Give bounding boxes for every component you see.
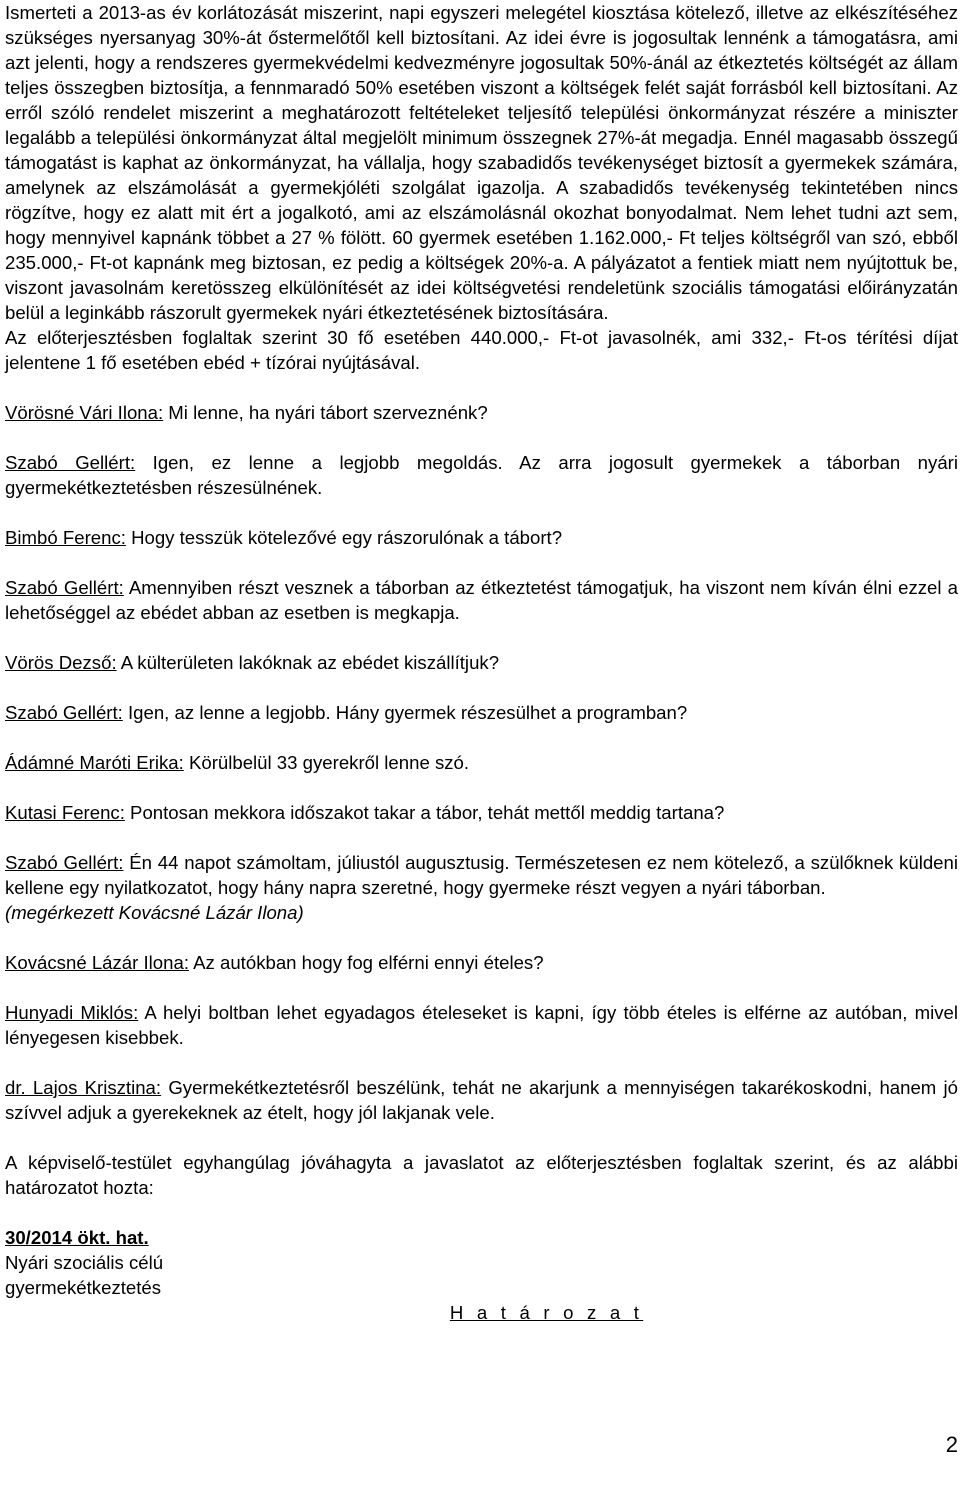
dialogue-entry [5,800,958,825]
speaker-name: Szabó Gellért: [5,852,124,873]
speaker-text: Én 44 napot számoltam, júliustól augusztusig. Természetesen ez nem kötelező, a szülőknek küldeni kellene egy nyilatkozatot, hogy hány napra szeretné, hogy gyermeke részt vegyen a nyári táborban. [5,852,958,898]
resolution-number [5,1225,958,1250]
page-number: 2 [945,1432,958,1457]
speaker-name: Ádámné Maróti Erika: [5,752,184,773]
dialogue-entry [5,700,958,725]
dialogue-entry [5,450,958,500]
intro-paragraph: Ismerteti a 2013-as év korlátozását miszerint, napi egyszeri melegétel kiosztása kötelező, illetve az elkészítéséhez szükséges nyersanyag 30%-át őstermelőtől kell biztosítani. Az idei évre is jogosultak lennénk a támogatásra, ami azt jelenti, hogy a rendszeres gyermekvédelmi kedvezményre jogosultak 50%-ánál az étkeztetés költségét az állam teljes összegben biztosítja, a fennmaradó 50% esetében viszont a költségek felét saját forrásból kell biztosítani. Az erről szóló rendelet miszerint a meghatározott feltételeket teljesítő települési önkormányzat részére a miniszter legalább a települési önkormányzat által megjelölt minimum összegnek 27%-át megadja. Ennél magasabb összegű támogatást is kaphat az önkormányzat, ha vállalja, hogy szabadidős tevékenységet biztosít a gyermekek számára, amelynek az elszámolását a gyermekjóléti szolgálat igazolja. A szabadidős tevékenység tekintetében nincs rögzítve, hogy ez alatt mit ért a jogalkotó, ami az elszámolásnál okozhat bonyodalmat. Nem lehet tudni azt sem, hogy mennyivel kapnánk többet a 27 % fölött. 60 gyermek esetében 1.162.000,- Ft teljes költségről van szó, ebből 235.000,- Ft-ot kapnánk meg biztosan, ez pedig a költségek 20%-a. A pályázatot a fentiek miatt nem nyújtottuk be, viszont javasolnám keretösszeg elkülönítését az idei költségvetési rendeletünk szociális támogatási előirányzatán belül a leginkább rászorult gyermekek nyári étkeztetésének biztosítására. [5,2,958,323]
speaker-name: Kovácsné Lázár Ilona: [5,952,189,973]
speaker-text: Igen, ez lenne a legjobb megoldás. Az arra jogosult gyermekek a táborban nyári gyermekétkeztetésben részesülnének. [5,452,958,498]
speaker-name: Kutasi Ferenc: [5,802,125,823]
speaker-name: Szabó Gellért: [5,702,123,723]
speaker-text: Körülbelül 33 gyerekről lenne szó. [183,752,470,773]
document-page [5,0,958,1325]
dialogue-entry [5,525,958,550]
dialogue-entry [5,950,958,975]
dialogue-entry [5,400,958,425]
speaker-text: A helyi boltban lehet egyadagos ételeseket is kapni, így több ételes is elférne az autóban, mivel lényegesen kisebbek. [5,1002,958,1048]
speaker-text: Gyermekétkeztetésről beszélünk, tehát ne akarjunk a mennyiségen takarékoskodni, hanem jó szívvel adjuk a gyerekeknek az ételt, hogy jól lakjanak vele. [5,1077,959,1123]
dialogue-entry [5,575,958,625]
resolution-subject-line: Nyári szociális célú [5,1252,164,1273]
proposal-paragraph: Az előterjesztésben foglaltak szerint 30 fő esetében 440.000,- Ft-ot javasolnék, ami 332,- Ft-os térítési díjat jelentene 1 fő esetében ebéd + tízórai nyújtásával. [5,327,958,373]
speaker-name: Hunyadi Miklós: [5,1002,139,1023]
dialogue-entry [5,750,958,775]
resolution-title: H a t á r o z a t [449,1302,644,1323]
speaker-text: A külterületen lakóknak az ebédet kiszállítjuk? [116,652,500,673]
speaker-text: Az autókban hogy fog elférni ennyi ételes? [189,952,544,973]
speaker-text: Mi lenne, ha nyári tábort szerveznénk? [163,402,488,423]
resolution-number-text: 30/2014 ökt. hat. [5,1227,149,1248]
speaker-text: Hogy tesszük kötelezővé egy rászorulónak a tábort? [125,527,563,548]
speaker-name: dr. Lajos Krisztina: [5,1077,162,1098]
speaker-name: Vörösné Vári Ilona: [5,402,164,423]
speaker-name: Bimbó Ferenc: [5,527,126,548]
speaker-text: Igen, az lenne a legjobb. Hány gyermek részesülhet a programban? [122,702,688,723]
speaker-name: Szabó Gellért: [5,577,124,598]
dialogue-entry [5,1000,958,1050]
dialogue-entry [5,1075,958,1125]
resolution-subject-line: gyermekétkeztetés [5,1277,162,1298]
speaker-name: Szabó Gellért: [5,452,136,473]
vote-statement: A képviselő-testület egyhangúlag jóváhagyta a javaslatot az előterjesztésben foglaltak szerint, és az alábbi határozatot hozta: [5,1152,958,1198]
speaker-text: Amennyiben részt vesznek a táborban az étkeztetést támogatjuk, ha viszont nem kíván élni ezzel a lehetőséggel az ebédet abban az esetben is megkapja. [5,577,958,623]
speaker-name: Vörös Dezső: [5,652,117,673]
arrival-note: (megérkezett Kovácsné Lázár Ilona) [5,902,304,923]
speaker-text: Pontosan mekkora időszakot takar a tábor, tehát mettől meddig tartana? [124,802,725,823]
dialogue-entry [5,650,958,675]
dialogue-entry [5,850,958,900]
